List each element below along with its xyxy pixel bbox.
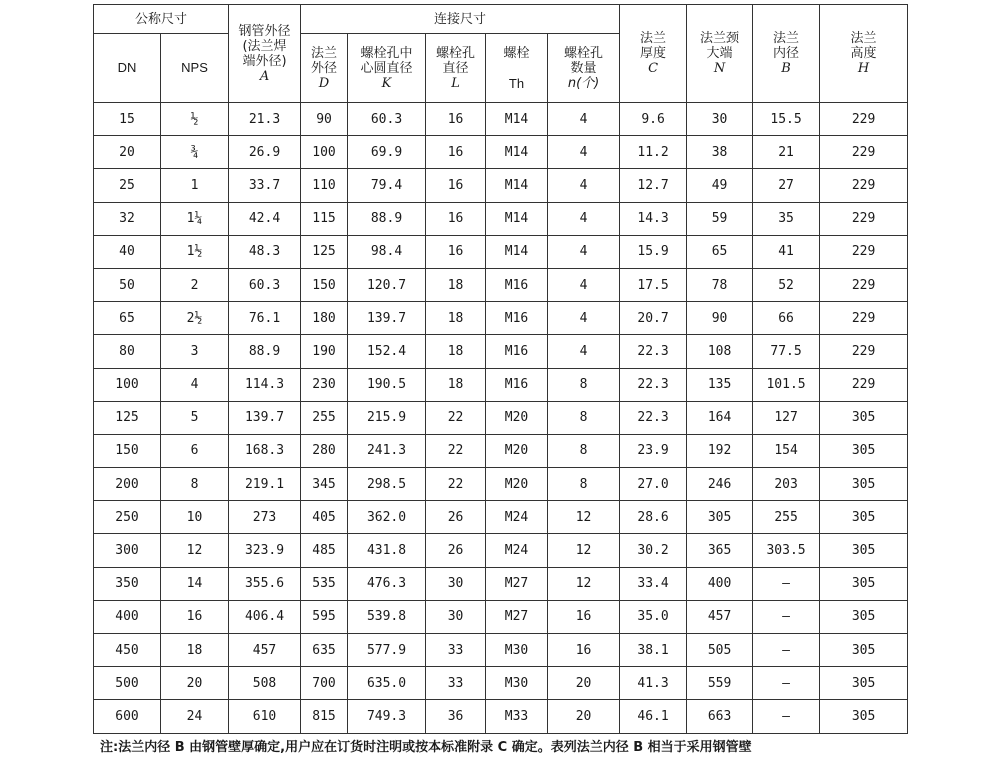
header-thickness: [620, 5, 687, 103]
table-cell: 41.3: [620, 667, 687, 700]
table-cell: 305: [820, 634, 908, 667]
bore-symbol: B: [781, 61, 791, 76]
table-cell: 23.9: [620, 434, 687, 467]
table-cell: 229: [820, 268, 908, 301]
table-cell: 20: [548, 667, 620, 700]
table-cell: 350: [94, 567, 161, 600]
table-cell: 8: [548, 401, 620, 434]
table-row: [94, 202, 908, 235]
table-cell: 663: [687, 700, 753, 733]
table-row: [94, 235, 908, 268]
table-cell: 90: [687, 302, 753, 335]
table-cell: 17.5: [620, 268, 687, 301]
table-cell: 539.8: [348, 600, 426, 633]
table-cell: 16: [426, 169, 486, 202]
table-cell: 457: [229, 634, 301, 667]
table-cell: 20: [94, 136, 161, 169]
table-cell: 635.0: [348, 667, 426, 700]
header-bolt: [486, 34, 548, 103]
table-cell: 30: [687, 103, 753, 136]
table-row: [94, 501, 908, 534]
table-cell: 303.5: [753, 534, 820, 567]
table-cell: 635: [301, 634, 348, 667]
table-cell: 28.6: [620, 501, 687, 534]
table-cell: 8: [161, 468, 229, 501]
thickness-line1: 法兰: [640, 31, 667, 46]
table-cell: 48.3: [229, 235, 301, 268]
table-cell: 21: [753, 136, 820, 169]
table-cell: 305: [820, 667, 908, 700]
neck-symbol: N: [713, 61, 726, 76]
table-cell: 203: [753, 468, 820, 501]
table-cell: 192: [687, 434, 753, 467]
table-cell: 18: [426, 268, 486, 301]
table-row: [94, 335, 908, 368]
table-cell: 229: [820, 302, 908, 335]
table-cell: 229: [820, 202, 908, 235]
table-cell: 79.4: [348, 169, 426, 202]
bolt-circle-line2: 心圆直径: [360, 60, 413, 76]
table-cell: —: [753, 567, 820, 600]
bore-line2: 内径: [773, 46, 800, 61]
table-cell: 26: [426, 534, 486, 567]
header-nominal-size: 公称尺寸: [94, 5, 229, 34]
table-cell: 42.4: [229, 202, 301, 235]
nps-label: NPS: [181, 60, 208, 75]
table-cell: 255: [301, 401, 348, 434]
table-cell: 38.1: [620, 634, 687, 667]
table-cell: M33: [486, 700, 548, 733]
table-cell: 305: [687, 501, 753, 534]
table-cell: 305: [820, 401, 908, 434]
table-cell: 88.9: [229, 335, 301, 368]
thickness-symbol: C: [648, 61, 659, 76]
table-cell: 298.5: [348, 468, 426, 501]
header-bolt-circle: [348, 34, 426, 103]
table-cell: 18: [161, 634, 229, 667]
table-cell: 27.0: [620, 468, 687, 501]
table-row: [94, 534, 908, 567]
table-cell: 345: [301, 468, 348, 501]
table-cell: 108: [687, 335, 753, 368]
table-cell: 77.5: [753, 335, 820, 368]
table-cell: 150: [94, 434, 161, 467]
table-cell: 400: [687, 567, 753, 600]
flange-od-line1: 法兰: [311, 45, 338, 61]
table-cell: 114.3: [229, 368, 301, 401]
table-cell: 65: [687, 235, 753, 268]
table-cell: 230: [301, 368, 348, 401]
table-cell: 4: [548, 235, 620, 268]
table-cell: 241.3: [348, 434, 426, 467]
table-cell: 14.3: [620, 202, 687, 235]
table-cell: 66: [753, 302, 820, 335]
table-cell: 22: [426, 401, 486, 434]
table-row: [94, 700, 908, 733]
table-cell: 32: [94, 202, 161, 235]
table-cell: 60.3: [348, 103, 426, 136]
table-cell: M30: [486, 667, 548, 700]
table-cell: 65: [94, 302, 161, 335]
table-cell: 22: [426, 468, 486, 501]
table-cell: 38: [687, 136, 753, 169]
height-symbol: H: [857, 61, 870, 76]
table-cell: M14: [486, 169, 548, 202]
table-cell: M16: [486, 268, 548, 301]
table-cell: 1½: [161, 235, 229, 268]
table-cell: 246: [687, 468, 753, 501]
table-cell: 365: [687, 534, 753, 567]
table-cell: 16: [426, 202, 486, 235]
table-cell: 26.9: [229, 136, 301, 169]
flange-od-line2: 外径: [311, 60, 338, 76]
table-cell: M20: [486, 401, 548, 434]
table-cell: 30: [426, 567, 486, 600]
header-bolt-hole: [426, 34, 486, 103]
table-cell: 152.4: [348, 335, 426, 368]
table-cell: 6: [161, 434, 229, 467]
table-cell: 305: [820, 468, 908, 501]
table-cell: 16: [548, 600, 620, 633]
table-cell: 12: [548, 534, 620, 567]
flange-dimension-table: [93, 4, 908, 734]
table-cell: M14: [486, 136, 548, 169]
table-cell: 33.4: [620, 567, 687, 600]
table-cell: 405: [301, 501, 348, 534]
table-cell: 180: [301, 302, 348, 335]
table-cell: 21.3: [229, 103, 301, 136]
bolt-count-symbol: n(个): [567, 75, 600, 91]
pipe-od-line1: 钢管外径: [238, 23, 291, 39]
table-cell: 476.3: [348, 567, 426, 600]
table-cell: M27: [486, 567, 548, 600]
table-cell: 26: [426, 501, 486, 534]
table-cell: 125: [301, 235, 348, 268]
table-cell: 600: [94, 700, 161, 733]
table-cell: 815: [301, 700, 348, 733]
table-cell: 14: [161, 567, 229, 600]
table-cell: 215.9: [348, 401, 426, 434]
table-body: [94, 103, 908, 734]
table-row: [94, 567, 908, 600]
neck-line2: 大端: [706, 46, 733, 61]
table-cell: 16: [426, 235, 486, 268]
table-cell: 10: [161, 501, 229, 534]
table-cell: 110: [301, 169, 348, 202]
table-cell: 76.1: [229, 302, 301, 335]
table-cell: 90: [301, 103, 348, 136]
table-cell: M24: [486, 501, 548, 534]
table-cell: 33: [426, 667, 486, 700]
table-cell: M14: [486, 235, 548, 268]
table-cell: 4: [548, 302, 620, 335]
table-cell: 305: [820, 434, 908, 467]
header-nps: [161, 34, 229, 103]
height-line2: 高度: [850, 46, 877, 61]
table-cell: 16: [426, 103, 486, 136]
table-cell: 255: [753, 501, 820, 534]
table-cell: 280: [301, 434, 348, 467]
bore-line1: 法兰: [773, 31, 800, 46]
table-cell: 12: [161, 534, 229, 567]
table-row: [94, 468, 908, 501]
table-cell: 2½: [161, 302, 229, 335]
table-cell: 50: [94, 268, 161, 301]
table-row: [94, 103, 908, 136]
table-cell: 20.7: [620, 302, 687, 335]
header-bore: [753, 5, 820, 103]
table-cell: 1¼: [161, 202, 229, 235]
thickness-line2: 厚度: [640, 46, 667, 61]
table-row: [94, 634, 908, 667]
table-cell: 115: [301, 202, 348, 235]
table-cell: 485: [301, 534, 348, 567]
table-cell: 30: [426, 600, 486, 633]
table-cell: 60.3: [229, 268, 301, 301]
table-row: [94, 368, 908, 401]
table-cell: 4: [548, 136, 620, 169]
table-cell: 457: [687, 600, 753, 633]
header-dn: [94, 34, 161, 103]
table-cell: —: [753, 634, 820, 667]
table-cell: 305: [820, 501, 908, 534]
table-cell: 190: [301, 335, 348, 368]
table-cell: 431.8: [348, 534, 426, 567]
table-cell: 219.1: [229, 468, 301, 501]
table-cell: M30: [486, 634, 548, 667]
table-cell: 164: [687, 401, 753, 434]
table-note: 注:法兰内径 B 由钢管壁厚确定,用户应在订货时注明或按本标准附录 C 确定。表列法兰内径 B 相当于采用钢管壁: [100, 740, 752, 755]
pipe-od-line2: (法兰焊: [242, 38, 287, 54]
table-cell: 500: [94, 667, 161, 700]
table-cell: 1: [161, 169, 229, 202]
table-cell: 505: [687, 634, 753, 667]
table-cell: 200: [94, 468, 161, 501]
table-cell: 229: [820, 103, 908, 136]
table-cell: 16: [161, 600, 229, 633]
table-cell: 4: [548, 103, 620, 136]
bolt-circle-symbol: K: [381, 75, 392, 91]
pipe-od-symbol: A: [259, 68, 270, 84]
bolt-hole-line2: 直径: [442, 60, 469, 76]
table-cell: 11.2: [620, 136, 687, 169]
table-cell: 35: [753, 202, 820, 235]
table-cell: 18: [426, 368, 486, 401]
table-cell: 305: [820, 534, 908, 567]
table-cell: 59: [687, 202, 753, 235]
table-cell: —: [753, 700, 820, 733]
table-cell: 400: [94, 600, 161, 633]
table-cell: 15.5: [753, 103, 820, 136]
table-cell: 508: [229, 667, 301, 700]
table-cell: 229: [820, 235, 908, 268]
table-cell: 749.3: [348, 700, 426, 733]
table-cell: 46.1: [620, 700, 687, 733]
bolt-hole-symbol: L: [451, 75, 460, 91]
header-height: [820, 5, 908, 103]
table-cell: 125: [94, 401, 161, 434]
table-cell: 190.5: [348, 368, 426, 401]
table-cell: 229: [820, 335, 908, 368]
table-row: [94, 268, 908, 301]
height-line1: 法兰: [850, 31, 877, 46]
table-cell: 18: [426, 335, 486, 368]
table-cell: 559: [687, 667, 753, 700]
table-row: [94, 600, 908, 633]
table-cell: 139.7: [348, 302, 426, 335]
table-cell: 16: [426, 136, 486, 169]
table-cell: 40: [94, 235, 161, 268]
table-cell: 69.9: [348, 136, 426, 169]
table-cell: 4: [548, 202, 620, 235]
table-cell: 535: [301, 567, 348, 600]
table-cell: —: [753, 600, 820, 633]
table-cell: 2: [161, 268, 229, 301]
table-cell: 229: [820, 368, 908, 401]
table-cell: 305: [820, 600, 908, 633]
table-cell: 135: [687, 368, 753, 401]
table-cell: —: [753, 667, 820, 700]
table-cell: 229: [820, 169, 908, 202]
table-cell: 4: [161, 368, 229, 401]
table-cell: 305: [820, 700, 908, 733]
table-cell: M20: [486, 434, 548, 467]
header-flange-od: [301, 34, 348, 103]
table-row: [94, 667, 908, 700]
flange-od-symbol: D: [318, 75, 330, 91]
table-cell: 36: [426, 700, 486, 733]
table-row: [94, 434, 908, 467]
table-cell: 5: [161, 401, 229, 434]
table-row: [94, 302, 908, 335]
table-cell: 8: [548, 368, 620, 401]
table-cell: M20: [486, 468, 548, 501]
table-cell: 98.4: [348, 235, 426, 268]
bolt-hole-line1: 螺栓孔: [436, 45, 476, 61]
table-cell: 22: [426, 434, 486, 467]
table-cell: M16: [486, 302, 548, 335]
table-cell: M27: [486, 600, 548, 633]
table-cell: 4: [548, 268, 620, 301]
table-cell: M14: [486, 103, 548, 136]
table-cell: 610: [229, 700, 301, 733]
table-cell: ½: [161, 103, 229, 136]
table-cell: M16: [486, 368, 548, 401]
table-cell: 4: [548, 169, 620, 202]
table-cell: 3: [161, 335, 229, 368]
table-cell: 450: [94, 634, 161, 667]
table-cell: 15: [94, 103, 161, 136]
bolt-count-line2: 数量: [570, 60, 597, 76]
table-cell: 8: [548, 434, 620, 467]
table-row: [94, 136, 908, 169]
table-cell: 20: [548, 700, 620, 733]
table-cell: 120.7: [348, 268, 426, 301]
pipe-od-line3: 端外径): [242, 53, 287, 69]
table-cell: 139.7: [229, 401, 301, 434]
table-cell: 577.9: [348, 634, 426, 667]
table-cell: 25: [94, 169, 161, 202]
table-cell: M24: [486, 534, 548, 567]
table-cell: 305: [820, 567, 908, 600]
table-cell: 27: [753, 169, 820, 202]
header-neck: [687, 5, 753, 103]
table-cell: 33.7: [229, 169, 301, 202]
table-cell: 18: [426, 302, 486, 335]
table-cell: 150: [301, 268, 348, 301]
header-connection: 连接尺寸: [301, 5, 620, 34]
table-cell: 78: [687, 268, 753, 301]
table-cell: 22.3: [620, 368, 687, 401]
table-cell: 273: [229, 501, 301, 534]
dn-label: DN: [117, 60, 137, 75]
table-cell: 88.9: [348, 202, 426, 235]
table-cell: 12: [548, 567, 620, 600]
neck-line1: 法兰颈: [700, 31, 740, 46]
bolt-line1: 螺栓: [503, 45, 530, 61]
table-cell: M16: [486, 335, 548, 368]
table-cell: 35.0: [620, 600, 687, 633]
table-cell: 22.3: [620, 335, 687, 368]
table-cell: M14: [486, 202, 548, 235]
table-cell: 8: [548, 468, 620, 501]
table-cell: 16: [548, 634, 620, 667]
table-cell: 24: [161, 700, 229, 733]
bolt-circle-line1: 螺栓孔中: [360, 45, 413, 61]
table-cell: 355.6: [229, 567, 301, 600]
table-cell: 80: [94, 335, 161, 368]
table-cell: 700: [301, 667, 348, 700]
header-bolt-count: [548, 34, 620, 103]
table-cell: 9.6: [620, 103, 687, 136]
table-cell: 127: [753, 401, 820, 434]
table-row: [94, 169, 908, 202]
header-pipe-od: [229, 5, 301, 103]
table-cell: 41: [753, 235, 820, 268]
table-cell: 30.2: [620, 534, 687, 567]
table-cell: 300: [94, 534, 161, 567]
table-cell: 100: [94, 368, 161, 401]
table-cell: 49: [687, 169, 753, 202]
table-cell: 12.7: [620, 169, 687, 202]
bolt-count-line1: 螺栓孔: [564, 45, 604, 61]
table-cell: 250: [94, 501, 161, 534]
table-cell: 33: [426, 634, 486, 667]
table-cell: 20: [161, 667, 229, 700]
table-cell: 362.0: [348, 501, 426, 534]
table-cell: ¾: [161, 136, 229, 169]
table-cell: 229: [820, 136, 908, 169]
table-cell: 12: [548, 501, 620, 534]
table-cell: 168.3: [229, 434, 301, 467]
table-cell: 406.4: [229, 600, 301, 633]
table-cell: 52: [753, 268, 820, 301]
table-cell: 15.9: [620, 235, 687, 268]
bolt-symbol: Th: [508, 75, 525, 91]
table-cell: 100: [301, 136, 348, 169]
table-cell: 323.9: [229, 534, 301, 567]
table-cell: 4: [548, 335, 620, 368]
table-cell: 154: [753, 434, 820, 467]
table-cell: 22.3: [620, 401, 687, 434]
table-row: [94, 401, 908, 434]
table-cell: 595: [301, 600, 348, 633]
table-cell: 101.5: [753, 368, 820, 401]
